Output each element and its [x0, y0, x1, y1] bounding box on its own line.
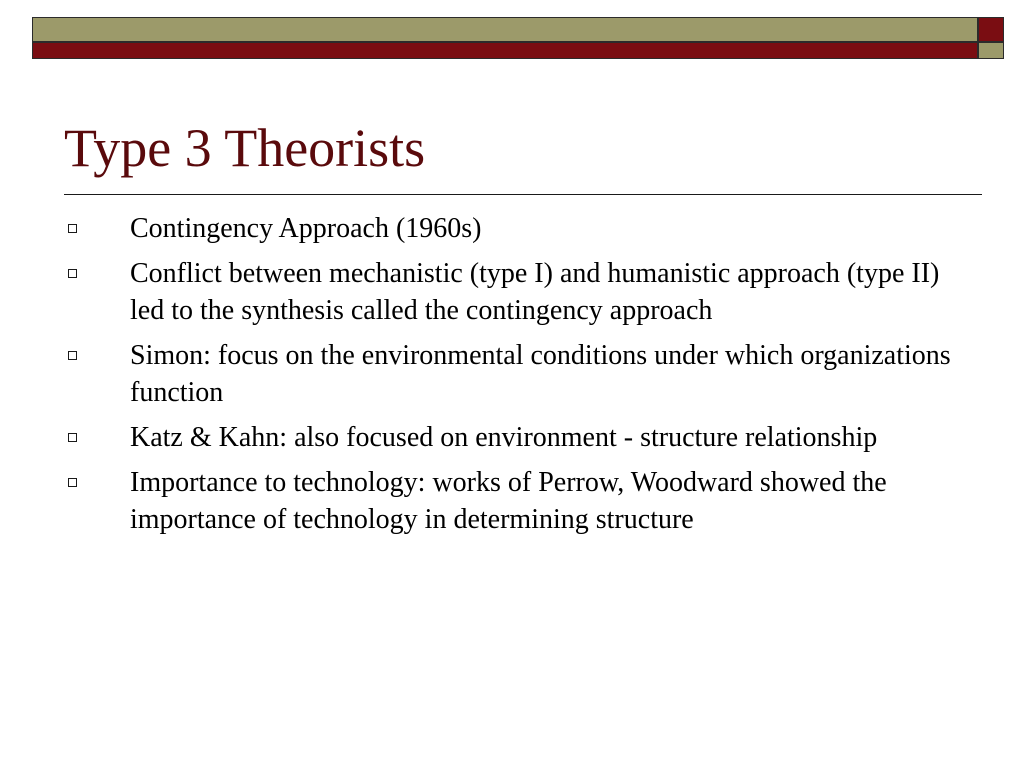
bullet-item — [64, 464, 974, 538]
hollow-square-icon — [68, 433, 77, 442]
header-bar-maroon — [32, 42, 978, 59]
slide-title: Type 3 Theorists — [64, 118, 426, 178]
bullet-item — [64, 337, 974, 411]
hollow-square-icon — [68, 224, 77, 233]
bullet-item — [64, 419, 974, 456]
bullet-text: Simon: focus on the environmental conditions under which organizations function — [130, 340, 951, 408]
bullet-text: Importance to technology: works of Perrow, Woodward showed the importance of technology in determining structure — [130, 467, 887, 535]
header-square-olive — [978, 42, 1004, 59]
title-divider — [64, 194, 982, 195]
header-bar-olive — [32, 17, 978, 42]
bullet-text: Conflict between mechanistic (type I) and humanistic approach (type II) led to the synthesis called the contingency approach — [130, 258, 940, 326]
header-square-maroon — [978, 17, 1004, 42]
bullet-text: Contingency Approach (1960s) — [130, 213, 482, 244]
hollow-square-icon — [68, 478, 77, 487]
bullet-text: Katz & Kahn: also focused on environment - structure relationship — [130, 422, 878, 453]
bullet-item — [64, 210, 974, 247]
hollow-square-icon — [68, 269, 77, 278]
hollow-square-icon — [68, 351, 77, 360]
bullet-list — [64, 210, 974, 546]
bullet-item — [64, 255, 974, 329]
